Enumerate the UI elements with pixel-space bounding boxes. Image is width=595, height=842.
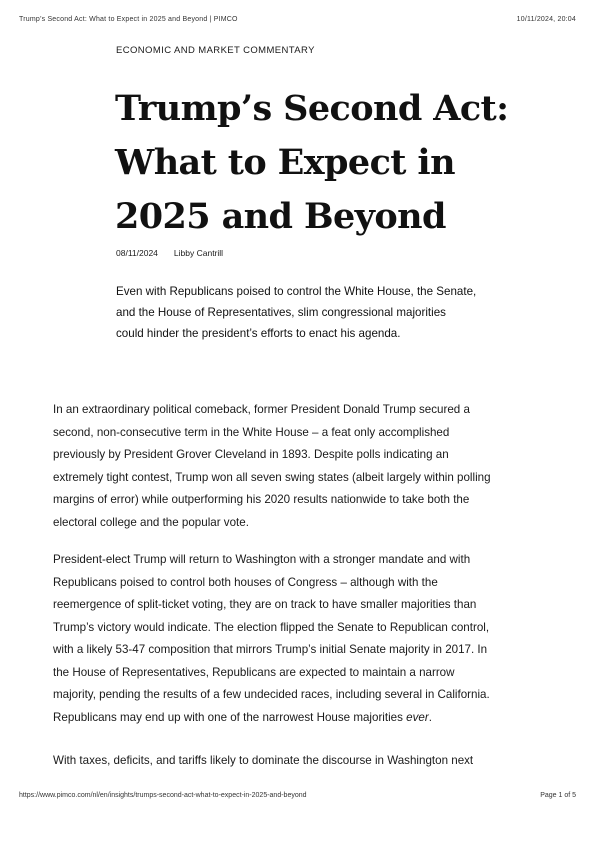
article-title bbox=[115, 82, 535, 244]
author-name: Libby Cantrill bbox=[173, 248, 224, 258]
paragraph-line: the House of Representatives, Republicans are expected to maintain a narrow bbox=[53, 665, 455, 679]
paragraph-line: with a likely 53-47 composition that mirrors Trump’s initial Senate majority in 2017. In bbox=[53, 643, 488, 656]
paragraph-line: extremely tight contest, Trump won all seven swing states (albeit largely within polling bbox=[53, 470, 491, 484]
publish-date: 08/11/2024 bbox=[116, 248, 158, 258]
paragraph-line: margins of error) while outperforming his 2020 results nationwide to take both the bbox=[53, 493, 470, 506]
print-page-title: Trump’s Second Act: What to Expect in 2025 and Beyond | PIMCO bbox=[19, 16, 238, 23]
print-header bbox=[19, 16, 576, 23]
article-lede bbox=[116, 281, 526, 344]
page-indicator: Page 1 of 5 bbox=[540, 792, 576, 799]
lede-line: and the House of Representatives, slim congressional majorities bbox=[116, 306, 446, 319]
paragraph-line: previously by President Grover Cleveland in 1893. Despite polls indicating an bbox=[53, 448, 449, 461]
body-paragraph-2 bbox=[53, 549, 553, 729]
paragraph-line: majority, pending the results of a few undecided races, including several in California. bbox=[53, 688, 490, 701]
paragraph-line: electoral college and the popular vote. bbox=[53, 515, 249, 529]
title-line: What to Expect in bbox=[115, 142, 455, 183]
emphasis-text: ever bbox=[406, 710, 429, 724]
paragraph-line: Republicans poised to control both houses of Congress – although with the bbox=[53, 575, 438, 589]
lede-line: Even with Republicans poised to control the White House, the Senate, bbox=[116, 285, 477, 298]
print-footer bbox=[19, 792, 576, 799]
body-paragraph-1 bbox=[53, 399, 553, 534]
paragraph-line: reemergence of split-ticket voting, they are on track to have smaller majorities than bbox=[53, 598, 477, 611]
paragraph-line: President-elect Trump will return to Washington with a stronger mandate and with bbox=[53, 553, 471, 566]
page-url: https://www.pimco.com/nl/en/insights/trumps-second-act-what-to-expect-in-2025-and-beyond bbox=[19, 792, 307, 799]
paragraph-line: Republicans may end up with one of the narrowest House majorities bbox=[53, 710, 403, 724]
paragraph-line: Trump’s victory would indicate. The election flipped the Senate to Republican control, bbox=[53, 620, 490, 634]
paragraph-last-line bbox=[53, 707, 553, 730]
print-datetime: 10/11/2024, 20:04 bbox=[516, 16, 576, 23]
paragraph-line: In an extraordinary political comeback, former President Donald Trump secured a bbox=[53, 403, 470, 416]
sentence-end: . bbox=[428, 710, 432, 724]
title-line: 2025 and Beyond bbox=[115, 196, 446, 237]
article-meta bbox=[116, 248, 223, 258]
article-category: ECONOMIC AND MARKET COMMENTARY bbox=[116, 45, 315, 56]
paragraph-line: second, non-consecutive term in the White House – a feat only accomplished bbox=[53, 425, 450, 439]
lede-line: could hinder the president’s efforts to enact his agenda. bbox=[116, 327, 401, 340]
paragraph-line: With taxes, deficits, and tariffs likely to dominate the discourse in Washington next bbox=[53, 754, 474, 767]
body-paragraph-3 bbox=[53, 750, 553, 773]
title-line: Trump’s Second Act: bbox=[115, 88, 509, 129]
